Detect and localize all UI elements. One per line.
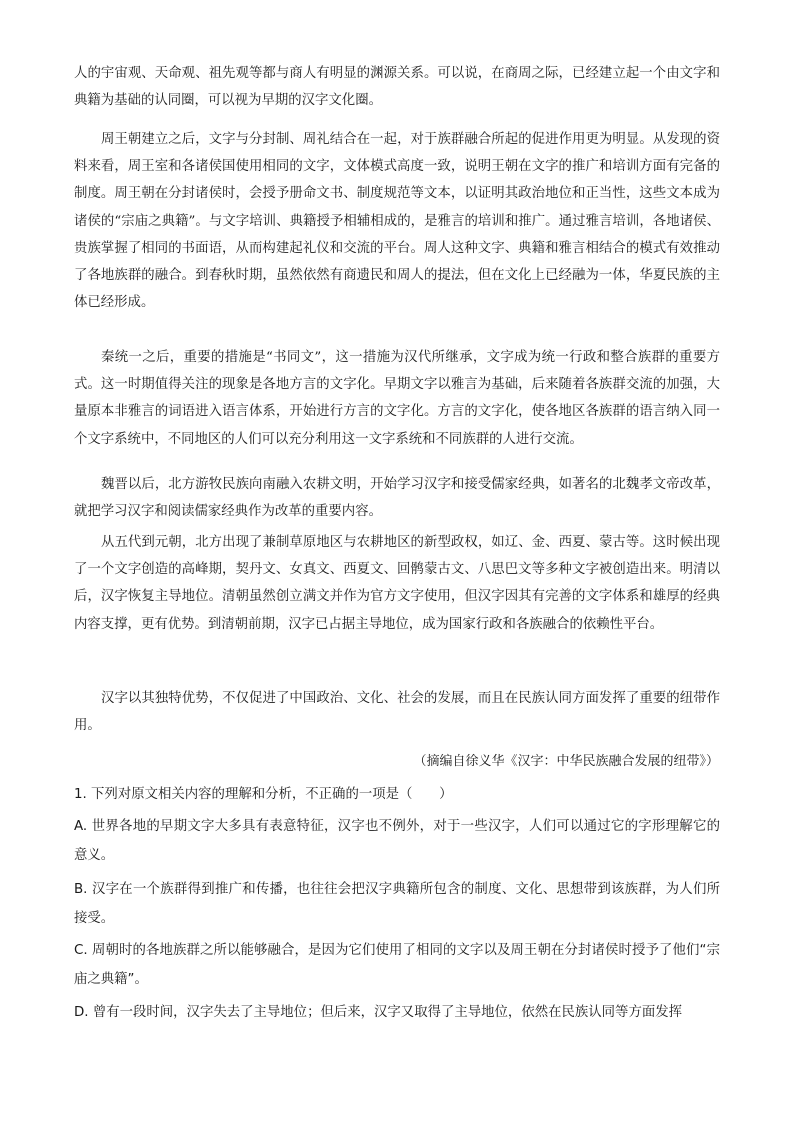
passage-paragraph: 秦统一之后，重要的措施是“书同文”，这一措施为汉代所继承，文字成为统一行政和整合族群的重要方式。这一时期值得关注的现象是各地方言的文字化。早期文字以雅言为基础，后来随着各族群交流的加强，大量原本非雅言的词语进入语言体系，开始进行方言的文字化。方言的文字化，使各地区各族群的语言纳入同一个文字系统中，不同地区的人们可以充分利用这一文字系统和不同族群的人进行交流。 <box>74 350 720 447</box>
option-a[interactable]: A. 世界各地的早期文字大多具有表意特征，汉字也不例外，对于一些汉字，人们可以通过它的字形理解它的意义。 <box>74 819 720 863</box>
passage-source: （摘编自徐义华《汉字：中华民族融合发展的纽带》） <box>413 754 719 769</box>
passage-paragraph: 从五代到元朝，北方出现了兼制草原地区与农耕地区的新型政权，如辽、金、西夏、蒙古等。这时候出现了一个文字创造的高峰期，契丹文、女真文、西夏文、回鹘蒙古文、八思巴文等多种文字被创造出来。明清以后，汉字恢复主导地位。清朝虽然创立满文并作为官方文字使用，但汉字因其有完善的文字体系和雄厚的经典内容支撑，更有优势。到清朝前期，汉字已占据主导地位，成为国家行政和各族融合的依赖性平台。 <box>74 535 720 632</box>
passage-paragraph: 魏晋以后，北方游牧民族向南融入农耕文明，开始学习汉字和接受儒家经典，如著名的北魏孝文帝改革，就把学习汉字和阅读儒家经典作为改革的重要内容。 <box>74 477 720 520</box>
passage-paragraph: 人的宇宙观、天命观、祖先观等都与商人有明显的渊源关系。可以说，在商周之际，已经建立起一个由文字和典籍为基础的认同圈，可以视为早期的汉字文化圈。 <box>74 66 720 109</box>
question-stem: 1. 下列对原文相关内容的理解和分析，不正确的一项是（ ） <box>74 787 453 802</box>
passage-paragraph: 周王朝建立之后，文字与分封制、周礼结合在一起，对于族群融合所起的促进作用更为明显。从发现的资料来看，周王室和各诸侯国使用相同的文字，文体模式高度一致，说明王朝在文字的推广和培训方面有完备的制度。周王朝在分封诸侯时，会授予册命文书、制度规范等文本，以证明其政治地位和正当性，这些文本成为诸侯的“宗庙之典籍”。与文字培训、典籍授予相辅相成的，是雅言的培训和推广。通过雅言培训，各地诸侯、贵族掌握了相同的书面语，从而构建起礼仪和交流的平台。周人这种文字、典籍和雅言相结合的模式有效推动了各地族群的融合。到春秋时期，虽然依然有商遗民和周人的提法，但在文化上已经融为一体，华夏民族的主体已经形成。 <box>74 132 720 311</box>
option-d[interactable]: D. 曾有一段时间，汉字失去了主导地位；但后来，汉字又取得了主导地位，依然在民族认同等方面发挥 <box>74 1005 683 1020</box>
option-c[interactable]: C. 周朝时的各地族群之所以能够融合，是因为它们使用了相同的文字以及周王朝在分封诸侯时授予了他们“宗庙之典籍”。 <box>74 943 720 987</box>
option-b[interactable]: B. 汉字在一个族群得到推广和传播，也往往会把汉字典籍所包含的制度、文化、思想带到该族群，为人们所接受。 <box>74 882 720 926</box>
passage-paragraph: 汉字以其独特优势，不仅促进了中国政治、文化、社会的发展，而且在民族认同方面发挥了重要的纽带作用。 <box>74 691 720 734</box>
